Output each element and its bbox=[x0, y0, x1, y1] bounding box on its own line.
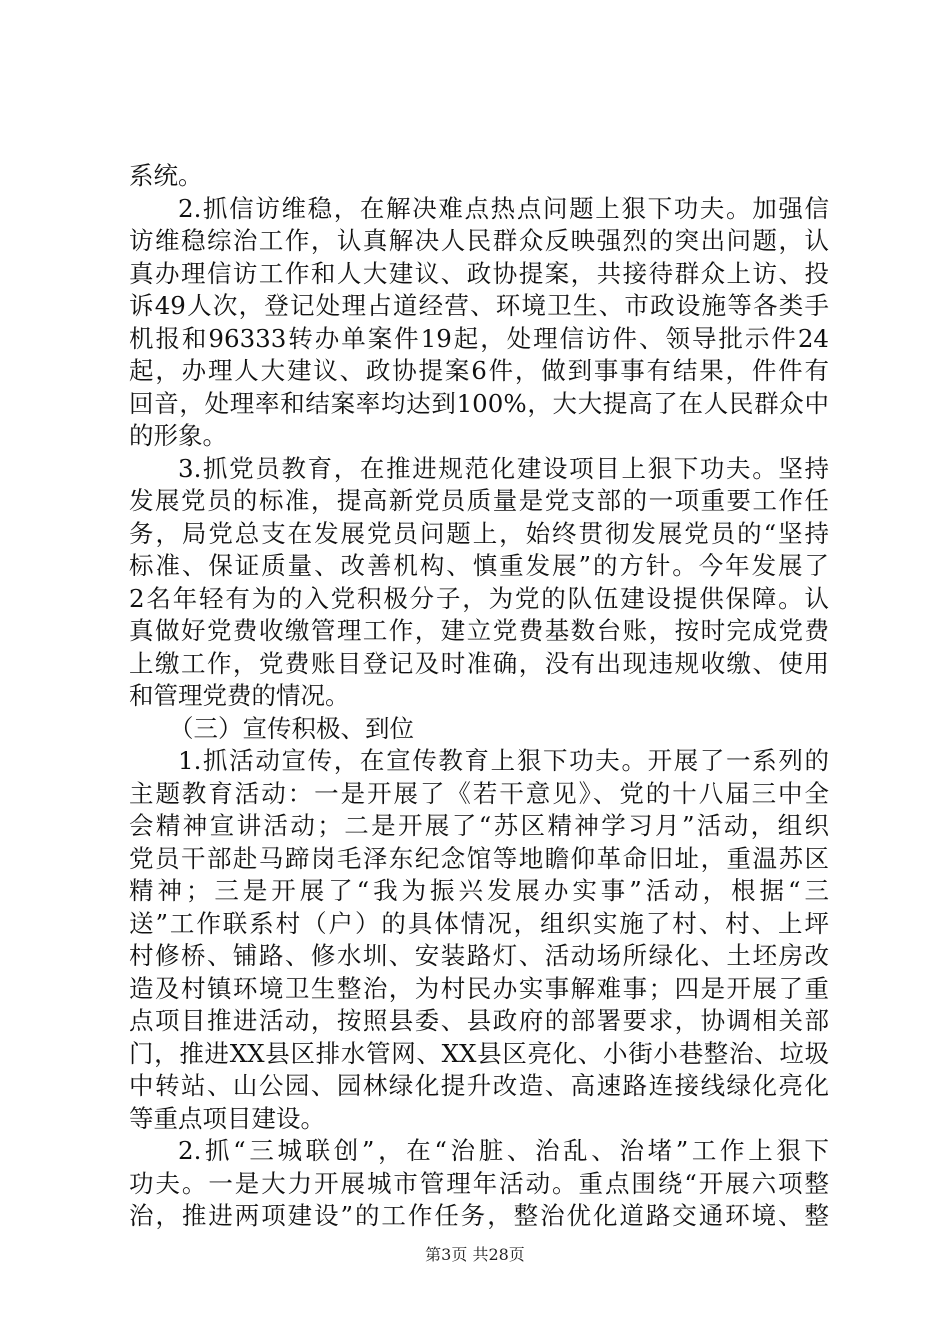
text-line: 村修桥、铺路、修水圳、安装路灯、活动场所绿化、土坯房改 bbox=[129, 941, 829, 970]
section-heading: （三）宣传积极、到位 bbox=[169, 713, 414, 743]
text-line: 的形象。 bbox=[129, 421, 227, 450]
text-line: 起，办理人大建议、政协提案6件，做到事事有结果，件件有 bbox=[129, 356, 829, 385]
text-line: 点项目推进活动，按照县委、县政府的部署要求，协调相关部 bbox=[129, 1006, 829, 1035]
text-line: 标准、保证质量、改善机构、慎重发展”的方针。今年发展了 bbox=[129, 551, 829, 580]
text-line: 中转站、山公园、园林绿化提升改造、高速路连接线绿化亮化 bbox=[129, 1071, 829, 1100]
text-line: 真办理信访工作和人大建议、政协提案，共接待群众上访、投 bbox=[129, 258, 829, 288]
text-line: 造及村镇环境卫生整治，为村民办实事解难事；四是开展了重 bbox=[129, 973, 829, 1003]
text-line: 送”工作联系村（户）的具体情况，组织实施了村、村、上坪 bbox=[129, 908, 829, 938]
text-line: 门，推进XX县区排水管网、XX县区亮化、小街小巷整治、垃圾 bbox=[129, 1038, 829, 1068]
text-line: 2.抓信访维稳，在解决难点热点问题上狠下功夫。加强信 bbox=[178, 193, 829, 223]
text-line: 3.抓党员教育，在推进规范化建设项目上狠下功夫。坚持 bbox=[178, 453, 829, 483]
text-line: 务，局党总支在发展党员问题上，始终贯彻发展党员的“坚持 bbox=[129, 518, 829, 548]
text-line: 访维稳综治工作，认真解决人民群众反映强烈的突出问题，认 bbox=[129, 226, 829, 255]
text-line: 和管理党费的情况。 bbox=[129, 681, 350, 710]
page-footer: 第3页 共28页 bbox=[425, 1245, 525, 1264]
text-line: 发展党员的标准，提高新党员质量是党支部的一项重要工作任 bbox=[129, 486, 829, 515]
text-line: 治，推进两项建设”的工作任务，整治优化道路交通环境、整 bbox=[129, 1201, 829, 1230]
text-line: 功夫。一是大力开展城市管理年活动。重点围绕“开展六项整 bbox=[129, 1168, 829, 1198]
text-line: 主题教育活动：一是开展了《若干意见》、党的十八届三中全 bbox=[129, 778, 829, 808]
text-line: 等重点项目建设。 bbox=[129, 1103, 325, 1133]
text-line: 系统。 bbox=[129, 161, 203, 190]
text-line: 上缴工作，党费账目登记及时准确，没有出现违规收缴、使用 bbox=[129, 648, 829, 678]
text-line: 1.抓活动宣传，在宣传教育上狠下功夫。开展了一系列的 bbox=[178, 746, 829, 775]
text-line: 精神；三是开展了“我为振兴发展办实事”活动，根据“三 bbox=[129, 876, 829, 905]
text-line: 会精神宣讲活动；二是开展了“苏区精神学习月”活动，组织 bbox=[129, 811, 829, 840]
text-line: 2名年轻有为的入党积极分子，为党的队伍建设提供保障。认 bbox=[129, 583, 829, 613]
text-line: 2.抓“三城联创”，在“治脏、治乱、治堵”工作上狠下 bbox=[178, 1136, 829, 1165]
text-line: 真做好党费收缴管理工作，建立党费基数台账，按时完成党费 bbox=[129, 616, 829, 645]
text-line: 诉49人次，登记处理占道经营、环境卫生、市政设施等各类手 bbox=[129, 291, 829, 320]
text-line: 党员干部赴马蹄岗毛泽东纪念馆等地瞻仰革命旧址，重温苏区 bbox=[129, 843, 829, 873]
document-body bbox=[129, 160, 829, 1233]
text-line: 机报和96333转办单案件19起，处理信访件、领导批示件24 bbox=[129, 323, 829, 353]
text-line: 回音，处理率和结案率均达到100%，大大提高了在人民群众中 bbox=[129, 388, 829, 418]
